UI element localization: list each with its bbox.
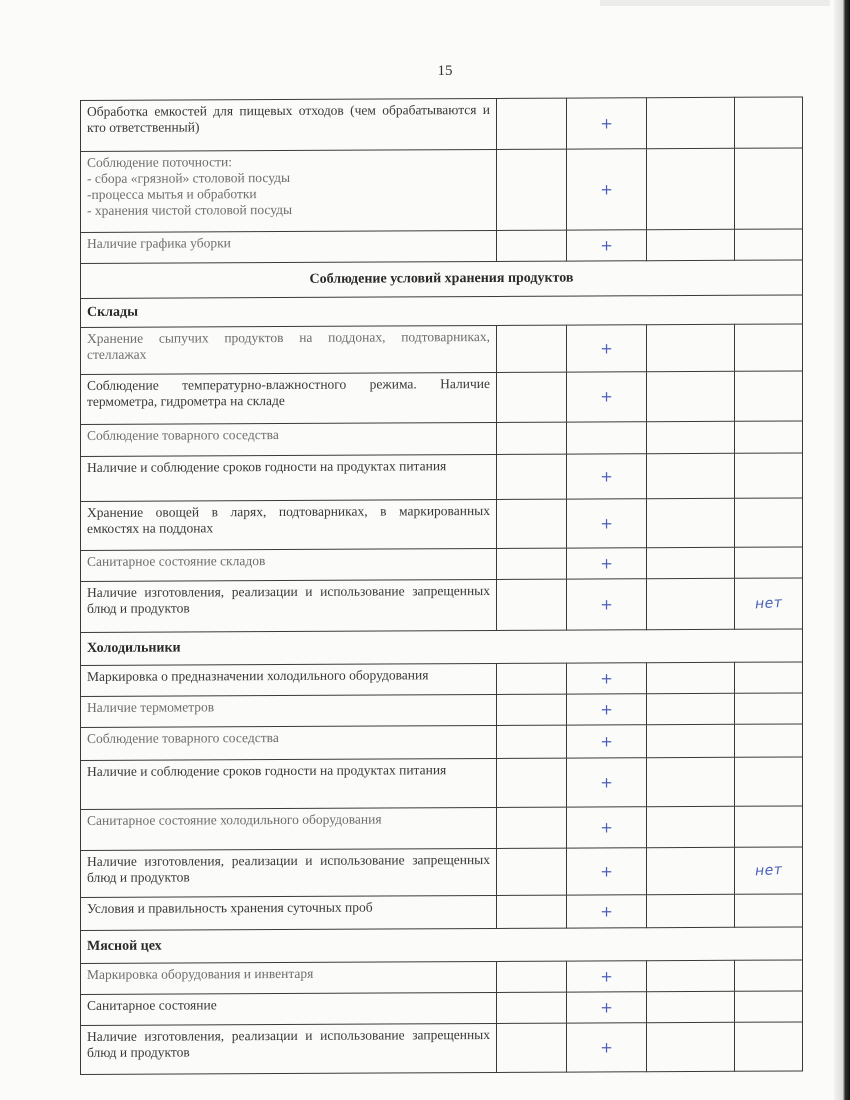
mark-cell [567,992,647,1023]
scan-top-band [600,0,830,6]
blank-cell [497,758,567,807]
note-cell [735,724,803,757]
note-cell [735,894,803,927]
note-cell [735,421,803,453]
blank-cell [497,454,567,499]
table-row [81,757,803,810]
plus-mark: + [600,387,613,406]
table-row [81,148,803,233]
criterion-text: Наличие изготовления, реализации и использование запрещенных блюд и продуктов [81,1023,497,1074]
table-row [81,229,803,264]
blank-cell [647,421,735,453]
table-row [81,547,803,582]
table-row [81,97,803,152]
criterion-text: Наличие изготовления, реализации и использование запрещенных блюд и продуктов [81,579,497,632]
handwritten-note: нет [754,861,783,880]
criterion-text: Хранение сыпучих продуктов на поддонах, подтоварниках, стеллажах [81,325,497,374]
blank-cell [497,992,567,1023]
plus-mark: + [600,817,613,836]
plus-mark: + [600,731,613,750]
table-row [81,991,803,1026]
subsection-title-kholodilniki: Холодильники [81,629,803,666]
mark-cell [567,725,647,758]
blank-cell [647,371,735,421]
criterion-text: Хранение овощей в ларях, подтоварниках, в маркированных емкостях на поддонах [81,499,497,550]
table-row [81,498,803,551]
blank-cell [647,991,735,1022]
mark-cell [567,758,647,807]
table-row [81,693,803,728]
blank-cell [497,325,567,372]
mark-cell [567,848,647,895]
blank-cell [647,547,735,578]
criterion-text: Соблюдение товарного соседства [81,422,497,456]
blank-cell [497,98,567,149]
section-title: Соблюдение условий хранения продуктов [81,260,803,299]
note-cell [735,324,803,371]
blank-cell [647,693,735,724]
table-row [81,847,803,898]
note-cell [735,498,803,547]
subsection-title-myasnoy-tsekh: Мясной цех [81,927,803,964]
criterion-text: Наличие изготовления, реализации и использование запрещенных блюд и продуктов [81,848,497,897]
blank-cell [497,230,567,261]
mark-cell [567,372,647,422]
note-cell [735,453,803,498]
criterion-text: Маркировка оборудования и инвентаря [81,961,497,994]
plus-mark: + [600,113,613,132]
table-row [81,578,803,633]
blank-cell [647,1022,735,1071]
note-cell [735,148,803,229]
table-row [81,453,803,502]
table-row [81,662,803,697]
mark-cell [567,1023,647,1072]
blank-cell [647,148,735,229]
note-cell [735,97,803,148]
plus-mark: + [600,1037,613,1056]
criterion-text: Наличие термометров [81,694,497,727]
criterion-text: Санитарное состояние холодильного оборудования [81,807,497,850]
mark-cell [567,499,647,548]
subsection-title-sklady: Склады [81,295,803,328]
criterion-text: Наличие и соблюдение сроков годности на продуктах питания [81,454,497,501]
mark-cell [567,422,647,454]
blank-cell [497,807,567,848]
blank-cell [497,663,567,694]
mark-cell [567,454,647,499]
blank-cell [497,848,567,895]
plus-mark: + [600,553,613,572]
plus-mark: + [600,901,613,920]
blank-cell [497,149,567,230]
blank-cell [497,499,567,548]
table-row [81,894,803,931]
note-cell [735,662,803,693]
criterion-text: Соблюдение температурно-влажностного режима. Наличие термометра, гидрометра на складе [81,372,497,424]
criterion-text: Санитарное состояние складов [81,548,497,581]
plus-mark: + [600,594,613,613]
table-row [81,1022,803,1075]
mark-cell [567,325,647,372]
mark-cell [567,663,647,694]
plus-mark: + [600,235,613,254]
blank-cell [647,662,735,693]
criterion-text: Соблюдение поточности: - сбора «грязной» столовой посуды -процесса мытья и обработки - хранения чистой столовой посуды [81,149,497,232]
note-cell [735,991,803,1022]
note-cell [735,693,803,724]
subsection-row [81,295,803,328]
plus-mark: + [600,772,613,791]
blank-cell [647,453,735,498]
note-cell [735,806,803,847]
page-number: 15 [437,63,453,79]
blank-cell [497,961,567,992]
mark-cell [567,579,647,630]
mark-cell [567,149,647,230]
blank-cell [647,894,735,927]
mark-cell [567,694,647,725]
blank-cell [647,806,735,847]
blank-cell [647,847,735,894]
table-row [81,806,803,851]
note-cell [735,1022,803,1071]
mark-cell [567,807,647,848]
plus-mark: + [600,668,613,687]
note-cell [735,757,803,806]
plus-mark: + [600,338,613,357]
inspection-checklist-table [80,96,803,1075]
note-cell [735,847,803,894]
table-row [81,371,803,425]
blank-cell [497,725,567,758]
criterion-text: Наличие графика уборки [81,230,497,263]
criterion-text: Санитарное состояние [81,992,497,1025]
mark-cell [567,548,647,579]
plus-mark: + [600,997,613,1016]
mark-cell [567,98,647,149]
blank-cell [647,757,735,806]
blank-cell [497,895,567,928]
blank-cell [497,694,567,725]
section-title-row [81,260,803,299]
blank-cell [497,579,567,630]
blank-cell [647,724,735,757]
blank-cell [647,97,735,148]
criterion-text: Обработка емкостей для пищевых отходов (чем обрабатываются и кто ответственный) [81,98,497,151]
criterion-text: Условия и правильность хранения суточных проб [81,895,497,930]
note-cell [735,371,803,421]
plus-mark: + [600,861,613,880]
plus-mark: + [600,699,613,718]
mark-cell [567,895,647,928]
blank-cell [647,324,735,371]
table-row [81,421,803,457]
note-cell [735,229,803,260]
blank-cell [647,498,735,547]
subsection-row [81,927,803,964]
table-row [81,724,803,761]
plus-mark: + [600,513,613,532]
mark-cell [567,961,647,992]
blank-cell [497,1023,567,1072]
blank-cell [647,578,735,629]
criterion-text: Маркировка о предназначении холодильного оборудования [81,663,497,696]
subsection-row [81,629,803,666]
note-cell [735,578,803,629]
table-row [81,324,803,375]
plus-mark: + [600,966,613,985]
blank-cell [497,422,567,454]
plus-mark: + [600,179,613,198]
blank-cell [647,960,735,991]
mark-cell [567,230,647,261]
criterion-text: Наличие и соблюдение сроков годности на продуктах питания [81,758,497,809]
blank-cell [497,548,567,579]
blank-cell [497,372,567,422]
note-cell [735,960,803,991]
scan-edge-shadow [834,0,850,1100]
criterion-text: Соблюдение товарного соседства [81,725,497,760]
blank-cell [647,229,735,260]
table-row [81,960,803,995]
handwritten-note: нет [754,594,783,613]
note-cell [735,547,803,578]
plus-mark: + [600,466,613,485]
